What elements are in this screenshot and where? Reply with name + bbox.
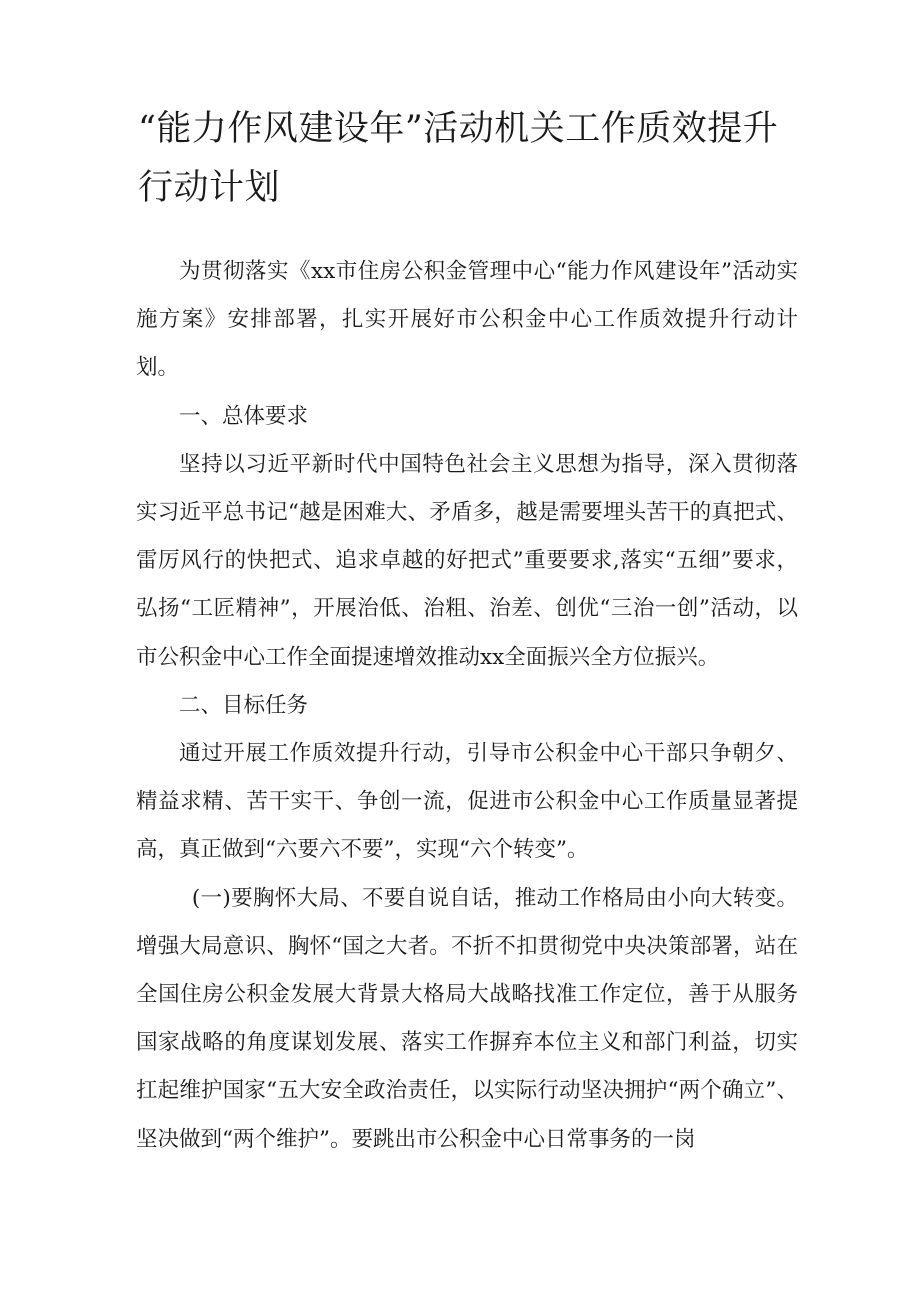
section-heading-goals-tasks: 二、目标任务	[179, 692, 309, 718]
sub-item-1-paragraph: (一)要胸怀大局、不要自说自话，推动工作格局由小向大转变。增强大局意识、胸怀“国之大者。不折不扣贯彻党中央决策部署，站在全国住房公积金发展大背景大格局大战略找准工作定位，善于从服务国家战略的角度谋划发展、落实工作摒弃本位主义和部门利益，切实扛起维护国家“五大安全政治责任，以实际行动坚决拥护“两个确立”、坚决做到“两个维护”。要跳出市公积金中心日常事务的一岗	[136, 885, 798, 1152]
intro-paragraph: 为贯彻落实《xx市住房公积金管理中心“能力作风建设年”活动实施方案》安排部署，扎实开展好市公积金中心工作质效提升行动计划。	[136, 259, 798, 381]
general-requirements-paragraph: 坚持以习近平新时代中国特色社会主义思想为指导，深入贯彻落实习近平总书记“越是困难大、矛盾多，越是需要埋头苦干的真把式、雷厉风行的快把式、追求卓越的好把式”重要要求,落实“五细”要求，弘扬“工匠精神”，开展治低、治粗、治差、创优“三治一创”活动，以市公积金中心工作全面提速增效推动xx全面振兴全方位振兴。	[136, 451, 798, 670]
document-body	[136, 248, 798, 1164]
document-title: “能力作风建设年”活动机关工作质效提升行动计划	[138, 109, 779, 208]
goals-tasks-paragraph: 通过开展工作质效提升行动，引导市公积金中心干部只争朝夕、精益求精、苦干实干、争创一流，促进市公积金中心工作质量显著提高，真正做到“六要六不要”，实现“六个转变”。	[136, 741, 798, 863]
section-heading-general-requirements: 一、总体要求	[179, 403, 309, 429]
